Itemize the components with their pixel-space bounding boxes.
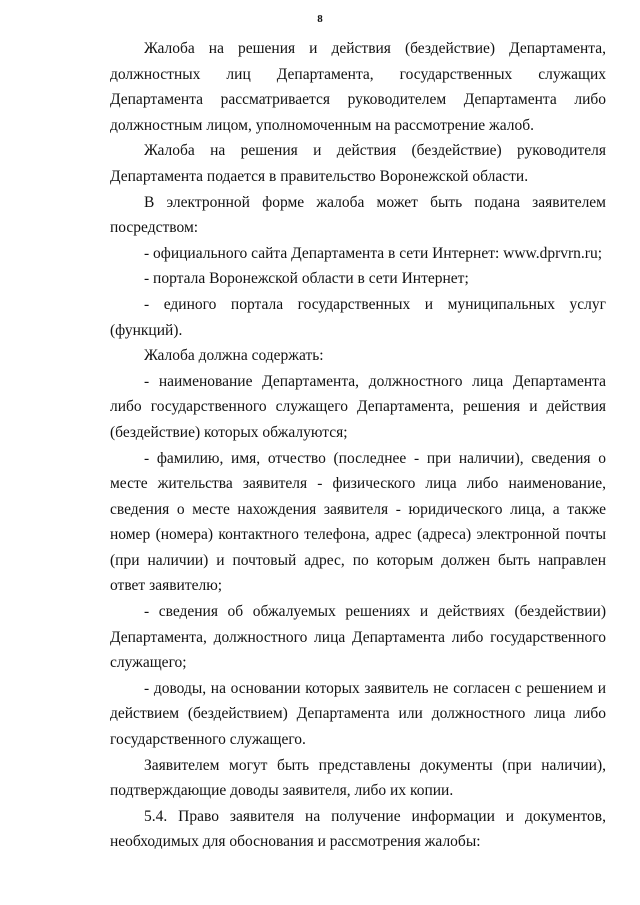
paragraph-complaint-contents: Жалоба должна содержать: xyxy=(144,347,324,365)
page-number: 8 xyxy=(317,13,323,25)
paragraph-section-5-4: 5.4. Право заявителя на получение информации и документов, необходимых для обоснования и рассмотрения жалобы: xyxy=(110,807,606,851)
list-item-appealed-decisions: - сведения об обжалуемых решениях и действиях (бездействии) Департамента, должностного лица Департамента либо государственного служащего; xyxy=(110,603,606,672)
list-item-applicant-info: - фамилию, имя, отчество (последнее - при наличии), сведения о месте жительства заявителя - физического лица либо наименование, сведения о месте нахождения заявителя - юридического лица, а также номер (номера) контактного телефона, адрес (адреса) электронной почты (при наличии) и почтовый адрес, по которым должен быть направлен ответ заявителю; xyxy=(110,449,606,595)
list-item-unified-portal: - единого портала государственных и муниципальных услуг (функций). xyxy=(110,295,606,339)
list-item-department-name: - наименование Департамента, должностного лица Департамента либо государственного служащего Департамента, решения и действия (бездействие) которых обжалуются; xyxy=(110,372,606,441)
paragraph-complaint-review: Жалоба на решения и действия (бездействие) Департамента, должностных лиц Департамента, государственных служащих Департамента рассматривается руководителем Департамента либо должностным лицом, уполномоченным на рассмотрение жалоб. xyxy=(110,40,606,134)
paragraph-electronic-form: В электронной форме жалоба может быть подана заявителем посредством: xyxy=(110,193,606,237)
paragraph-supporting-documents: Заявителем могут быть представлены документы (при наличии), подтверждающие доводы заявителя, либо их копии. xyxy=(110,756,606,800)
paragraph-complaint-head: Жалоба на решения и действия (бездействие) руководителя Департамента подается в правительство Воронежской области. xyxy=(110,142,606,185)
document-body xyxy=(110,36,606,855)
list-item-arguments: - доводы, на основании которых заявитель не согласен с решением и действием (бездействием) Департамента или должностного лица либо государственного служащего. xyxy=(110,679,606,749)
list-item-official-site: - официального сайта Департамента в сети Интернет: www.dprvrn.ru; xyxy=(144,244,603,262)
list-item-regional-portal: - портала Воронежской области в сети Интернет; xyxy=(144,270,469,288)
